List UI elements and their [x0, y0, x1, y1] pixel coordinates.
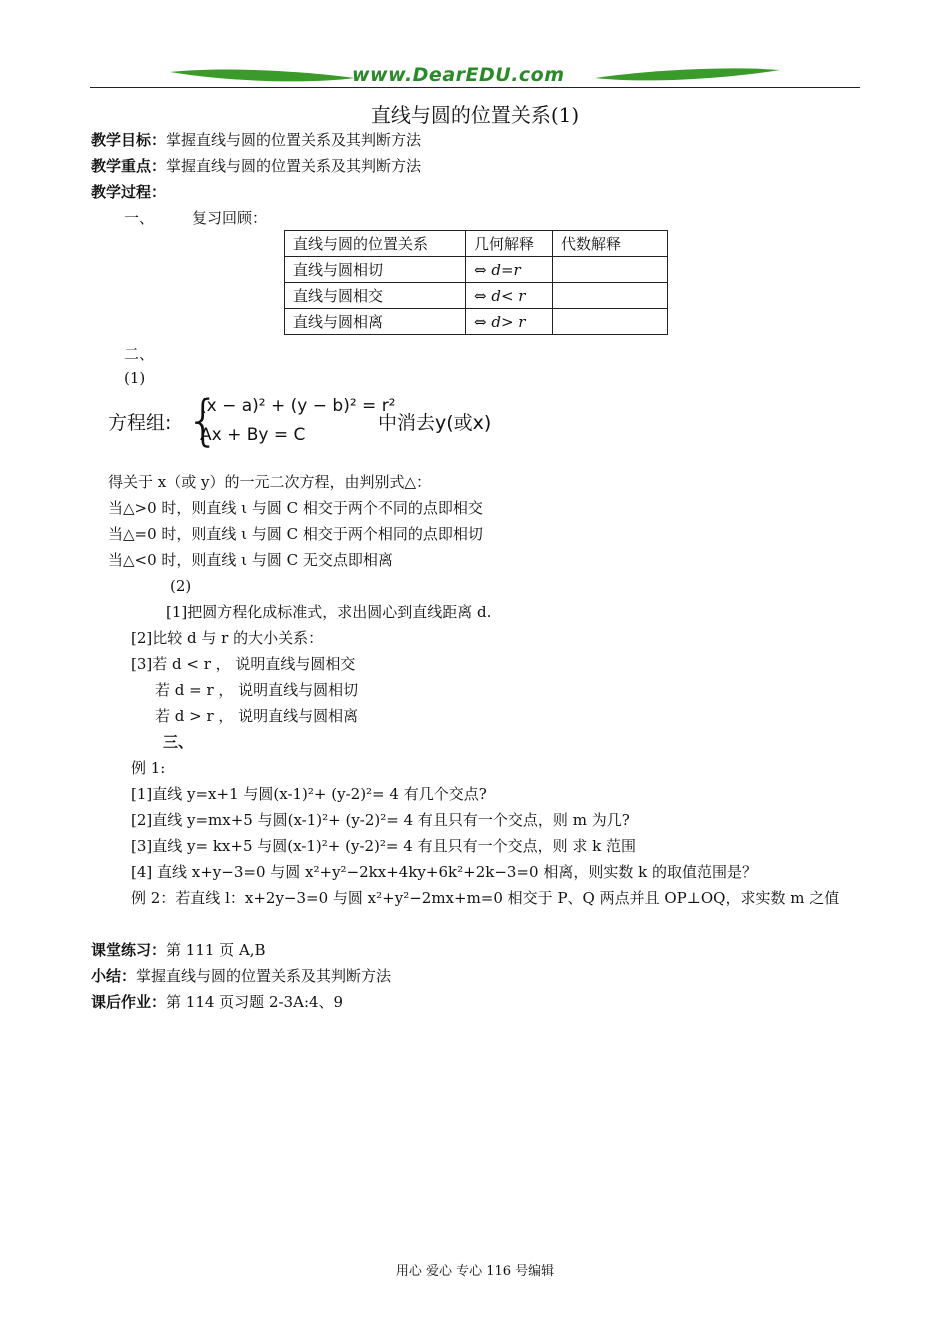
table-cell: ⇔ d=r — [466, 257, 553, 283]
table-row — [285, 283, 668, 309]
practice-label: 课堂练习： — [91, 941, 167, 959]
table-header-cell: 代数解释 — [553, 231, 668, 257]
equation-tail: 中消去y(或x) — [378, 412, 492, 434]
practice-text: 第 111 页 A,B — [166, 941, 266, 959]
goal-line — [91, 130, 421, 150]
summary-text: 掌握直线与圆的位置关系及其判断方法 — [136, 967, 392, 985]
section2-number: 二、 — [124, 345, 155, 363]
table-cell: 直线与圆相交 — [285, 283, 466, 309]
table-cell — [553, 257, 668, 283]
table-row — [285, 257, 668, 283]
section1-number: 一、 — [124, 209, 155, 227]
equation-label: 方程组: — [108, 412, 172, 434]
focus-line — [91, 156, 421, 176]
disc-line: 得关于 x（或 y）的一元二次方程，由判别式△： — [108, 473, 432, 491]
summary-label: 小结： — [91, 967, 137, 985]
section1-title: 复习回顾： — [192, 209, 268, 227]
section2-sub1: (1) — [124, 369, 146, 387]
practice-line — [91, 940, 266, 960]
example1-label: 例 1: — [131, 759, 166, 777]
homework-label: 课后作业： — [91, 993, 167, 1011]
goal-text: 掌握直线与圆的位置关系及其判断方法 — [166, 131, 422, 149]
table-cell: ⇔ d< r — [466, 283, 553, 309]
table-row — [285, 309, 668, 335]
header-logo-text: www.DearEDU.com — [352, 64, 565, 86]
step-line: 若 d = r ， 说明直线与圆相切 — [155, 681, 359, 699]
section3-number: 三、 — [163, 733, 194, 751]
equation-1: (x − a)² + (y − b)² = r² — [200, 396, 396, 416]
page-title: 直线与圆的位置关系(1) — [370, 103, 580, 127]
review-table — [284, 230, 668, 335]
page-footer: 用心 爱心 专心 116 号编辑 — [395, 1264, 555, 1279]
section2-sub2: (2) — [170, 577, 192, 595]
step-line: [3]若 d < r ， 说明直线与圆相交 — [131, 655, 356, 673]
step-line: [2]比较 d 与 r 的大小关系： — [131, 629, 324, 647]
step-line: [1]把圆方程化成标准式，求出圆心到直线距离 d. — [166, 603, 492, 621]
summary-line — [91, 966, 391, 986]
goal-label: 教学目标： — [91, 131, 167, 149]
disc-line: 当△=0 时，则直线 ι 与圆 C 相交于两个相同的点即相切 — [108, 525, 483, 543]
table-cell: ⇔ d> r — [466, 309, 553, 335]
table-cell — [553, 309, 668, 335]
focus-text: 掌握直线与圆的位置关系及其判断方法 — [166, 157, 422, 175]
disc-line: 当△<0 时，则直线 ι 与圆 C 无交点即相离 — [108, 551, 393, 569]
example1-item: [4] 直线 x+y−3=0 与圆 x²+y²−2kx+4ky+6k²+2k−3=0 相离，则实数 k 的取值范围是？ — [131, 863, 757, 881]
table-header-cell: 几何解释 — [466, 231, 553, 257]
process-label: 教学过程： — [91, 183, 167, 201]
brace-symbol: { — [186, 389, 221, 452]
example1-item: [3]直线 y= kx+5 与圆(x-1)²+ (y-2)²= 4 有且只有一个交点，则 求 k 范围 — [131, 837, 636, 855]
disc-line: 当△>0 时，则直线 ι 与圆 C 相交于两个不同的点即相交 — [108, 499, 483, 517]
table-header-row — [285, 231, 668, 257]
header-rule — [90, 87, 860, 88]
table-header-cell: 直线与圆的位置关系 — [285, 231, 466, 257]
table-cell: 直线与圆相离 — [285, 309, 466, 335]
focus-label: 教学重点： — [91, 157, 167, 175]
table-cell — [553, 283, 668, 309]
step-line: 若 d > r ， 说明直线与圆相离 — [155, 707, 359, 725]
example1-item: [2]直线 y=mx+5 与圆(x-1)²+ (y-2)²= 4 有且只有一个交点，则 m 为几? — [131, 811, 630, 829]
example1-item: [1]直线 y=x+1 与圆(x-1)²+ (y-2)²= 4 有几个交点? — [131, 785, 487, 803]
example2-line: 例 2：若直线 l：x+2y−3=0 与圆 x²+y²−2mx+m=0 相交于 P、Q 两点并且 OP⊥OQ，求实数 m 之值 — [131, 889, 840, 907]
homework-text: 第 114 页习题 2-3A:4、9 — [166, 993, 344, 1011]
table-cell: 直线与圆相切 — [285, 257, 466, 283]
homework-line — [91, 992, 343, 1012]
equation-system — [108, 390, 528, 456]
equation-2: Ax + By = C — [200, 425, 306, 445]
